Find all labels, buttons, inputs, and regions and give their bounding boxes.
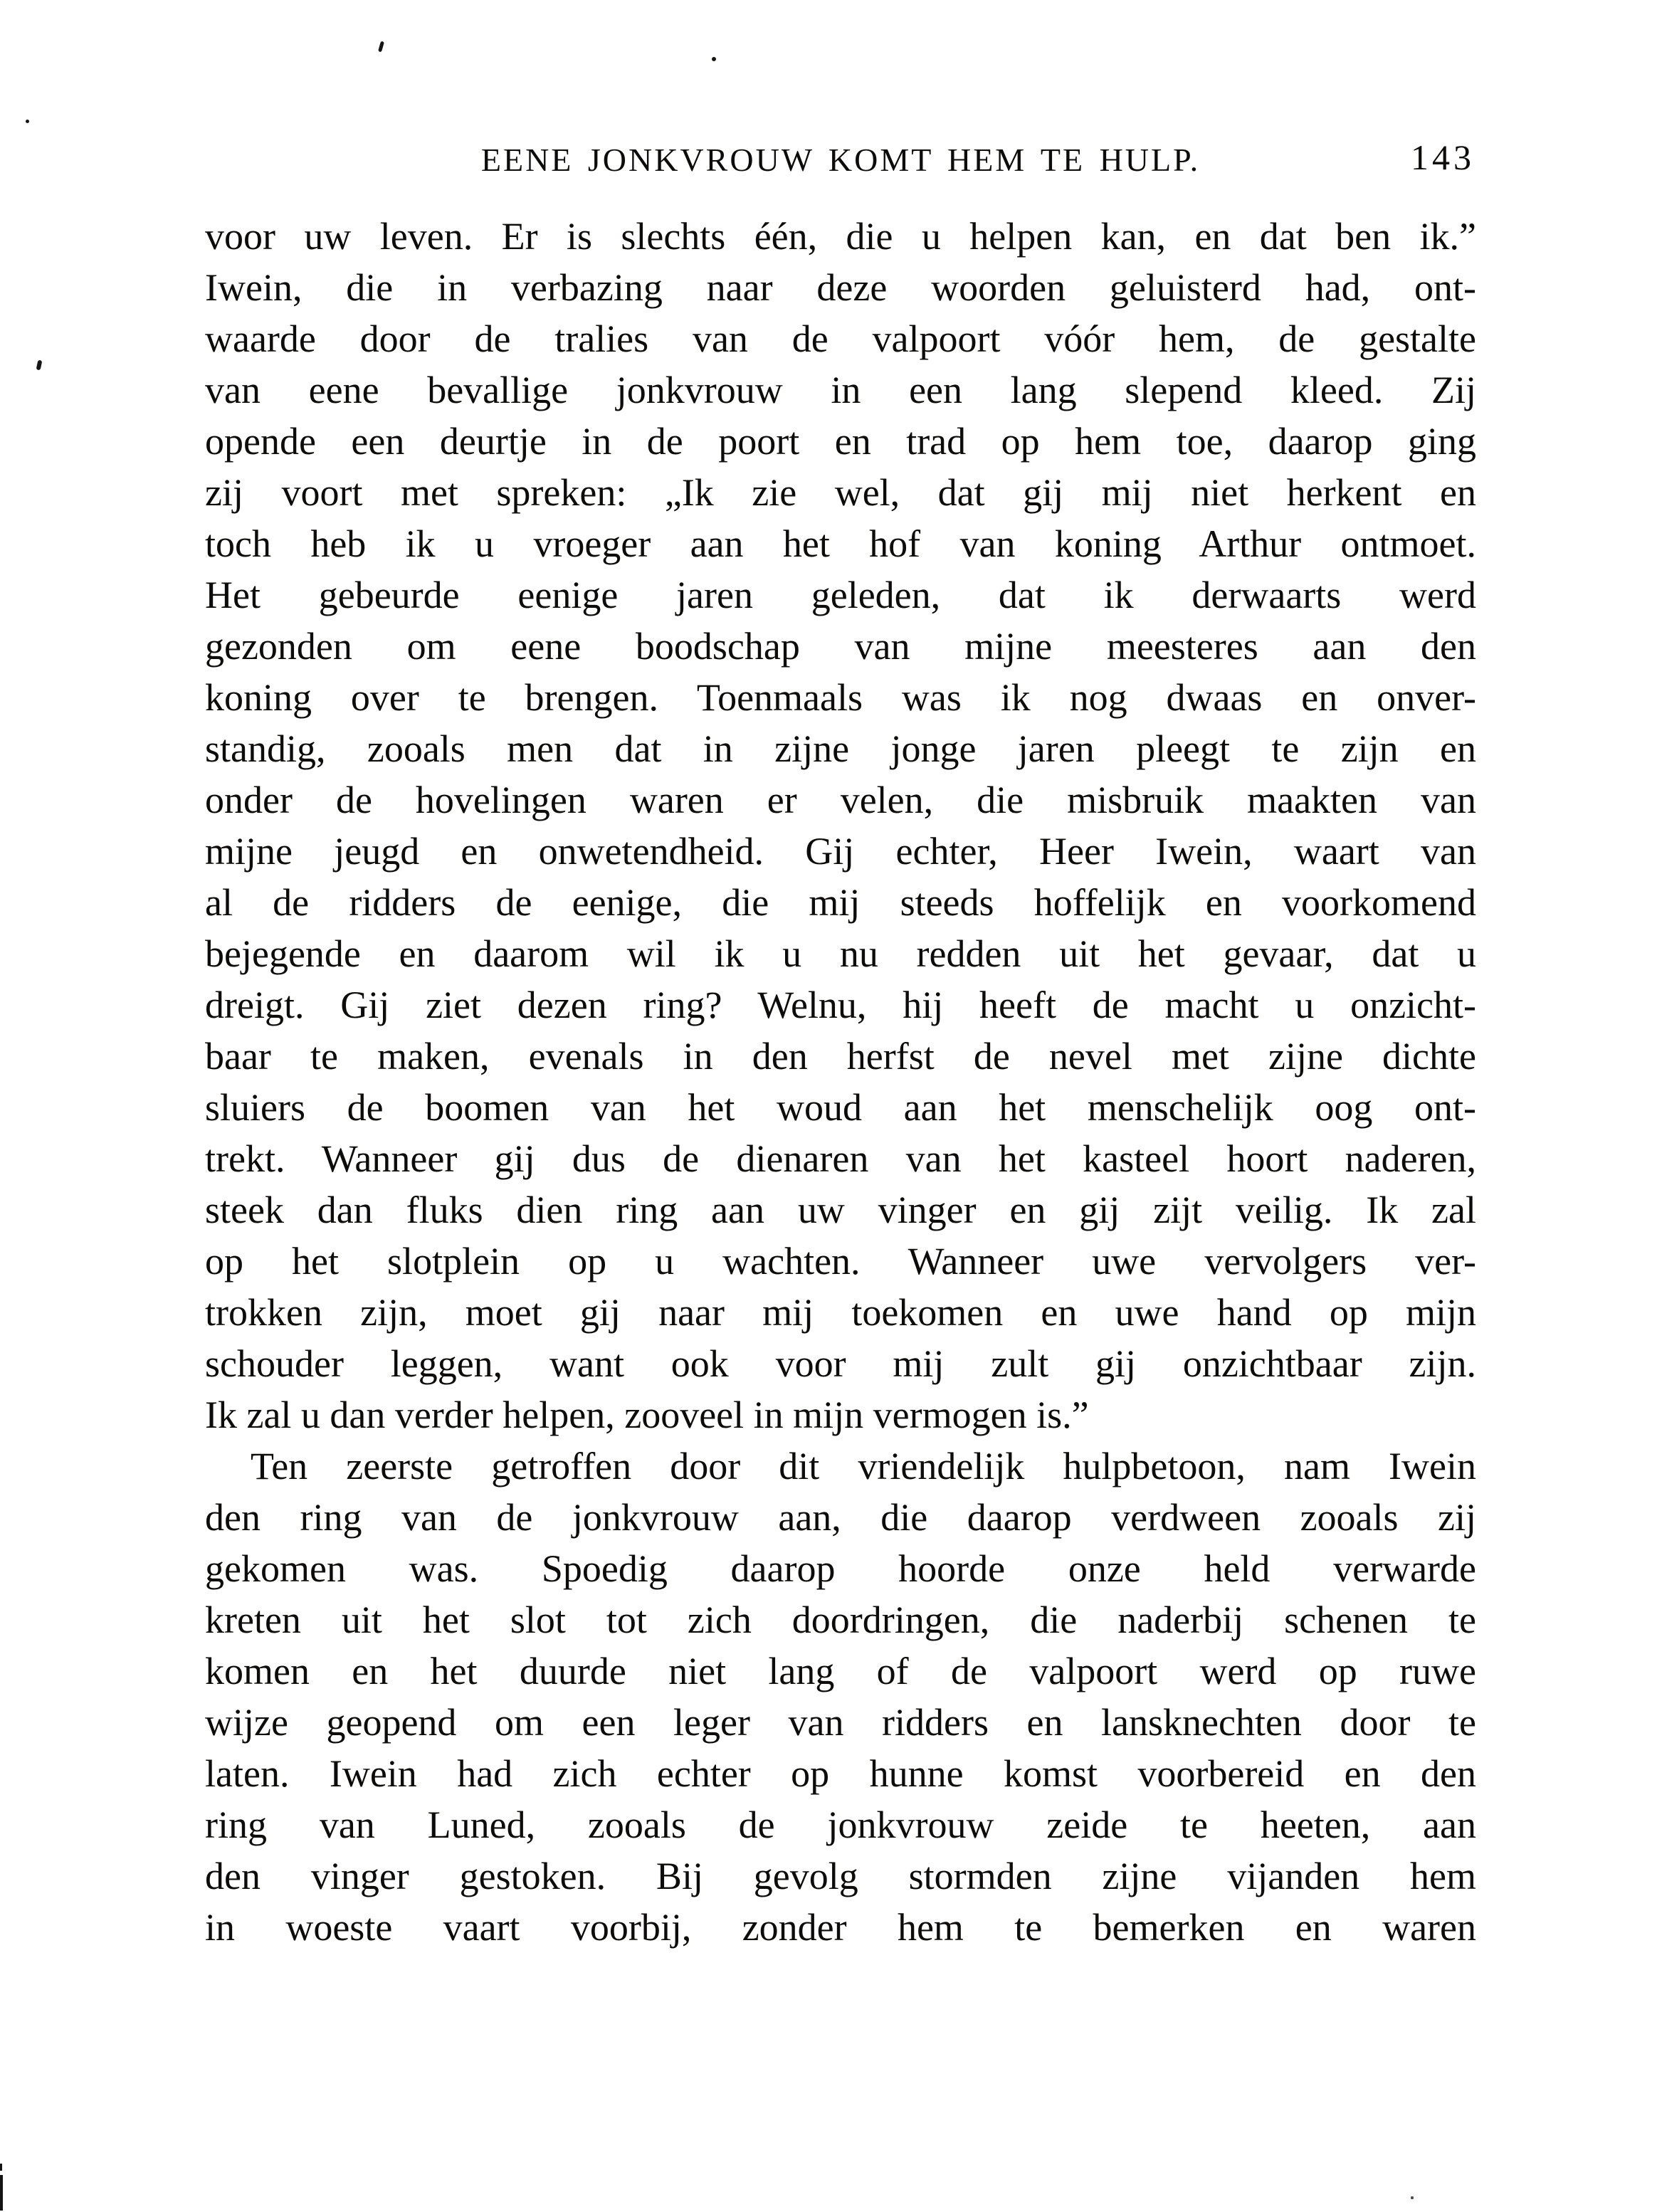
text-line: steek dan fluks dien ring aan uw vinger en gij zijt veilig. Ik zal [205, 1189, 1476, 1231]
page-edge-artifact [0, 2164, 2, 2171]
text-line: al de ridders de eenige, die mij steeds hoffelijk en voorkomend [205, 881, 1476, 924]
text-line: gekomen was. Spoedig daarop hoorde onze held verwarde [205, 1547, 1476, 1590]
text-line: standig, zooals men dat in zijne jonge jaren pleegt te zijn en [205, 727, 1476, 770]
text-line: dreigt. Gij ziet dezen ring? Welnu, hij heeft de macht u onzicht- [205, 984, 1476, 1026]
text-line: trekt. Wanneer gij dus de dienaren van het kasteel hoort naderen, [205, 1137, 1476, 1180]
text-line: Ten zeerste getroffen door dit vriendelijk hulpbetoon, nam Iwein [251, 1445, 1476, 1487]
text-line: voor uw leven. Er is slechts één, die u helpen kan, en dat ben ik.” [205, 215, 1476, 258]
text-line: Iwein, die in verbazing naar deze woorden geluisterd had, ont- [205, 266, 1476, 309]
text-line: laten. Iwein had zich echter op hunne komst voorbereid en den [205, 1752, 1476, 1795]
text-line: bejegende en daarom wil ik u nu redden uit het gevaar, dat u [205, 932, 1476, 975]
text-line: kreten uit het slot tot zich doordringen, die naderbij schenen te [205, 1599, 1476, 1641]
text-line: den vinger gestoken. Bij gevolg stormden zijne vijanden hem [205, 1855, 1476, 1897]
body-text [205, 211, 1476, 1953]
text-line: trokken zijn, moet gij naar mij toekomen en uwe hand op mijn [205, 1291, 1476, 1334]
text-line: in woeste vaart voorbij, zonder hem te bemerken en waren [205, 1906, 1476, 1949]
scan-speck [378, 41, 384, 53]
text-line: baar te maken, evenals in den herfst de nevel met zijne dichte [205, 1035, 1476, 1078]
text-line: wijze geopend om een leger van ridders en lansknechten door te [205, 1701, 1476, 1744]
running-header [205, 137, 1476, 184]
text-line: Ik zal u dan verder helpen, zooveel in mijn vermogen is.” [205, 1394, 1089, 1436]
text-line: opende een deurtje in de poort en trad op hem toe, daarop ging [205, 420, 1476, 463]
text-line: zij voort met spreken: „Ik zie wel, dat gij mij niet herkent en [205, 471, 1476, 514]
text-line: ring van Luned, zooals de jonkvrouw zeide te heeten, aan [205, 1803, 1476, 1846]
page-number: 143 [1411, 137, 1475, 177]
text-line: komen en het duurde niet lang of de valpoort werd op ruwe [205, 1650, 1476, 1692]
text-line: koning over te brengen. Toenmaals was ik nog dwaas en onver- [205, 676, 1476, 719]
text-line: mijne jeugd en onwetendheid. Gij echter, Heer Iwein, waart van [205, 830, 1476, 873]
running-header-title: EENE JONKVROUW KOMT HEM TE HULP. [480, 142, 1201, 178]
text-line: den ring van de jonkvrouw aan, die daarop verdween zooals zij [205, 1496, 1476, 1539]
text-line: gezonden om eene boodschap van mijne meesteres aan den [205, 625, 1476, 668]
text-line: Het gebeurde eenige jaren geleden, dat ik derwaarts werd [205, 574, 1476, 616]
text-line: van eene bevallige jonkvrouw in een lang slepend kleed. Zij [205, 369, 1476, 411]
text-line: op het slotplein op u wachten. Wanneer uwe vervolgers ver- [205, 1240, 1476, 1283]
text-line: waarde door de tralies van de valpoort vóór hem, de gestalte [205, 317, 1476, 360]
scan-speck [712, 57, 716, 61]
text-line: toch heb ik u vroeger aan het hof van koning Arthur ontmoet. [205, 522, 1476, 565]
page-edge-artifact [0, 2175, 3, 2211]
scan-speck [36, 360, 43, 371]
scan-speck [1411, 2196, 1414, 2199]
scan-speck [26, 120, 29, 123]
text-line: schouder leggen, want ook voor mij zult gij onzichtbaar zijn. [205, 1342, 1476, 1385]
text-line: sluiers de boomen van het woud aan het menschelijk oog ont- [205, 1086, 1476, 1129]
text-line: onder de hovelingen waren er velen, die misbruik maakten van [205, 779, 1476, 821]
